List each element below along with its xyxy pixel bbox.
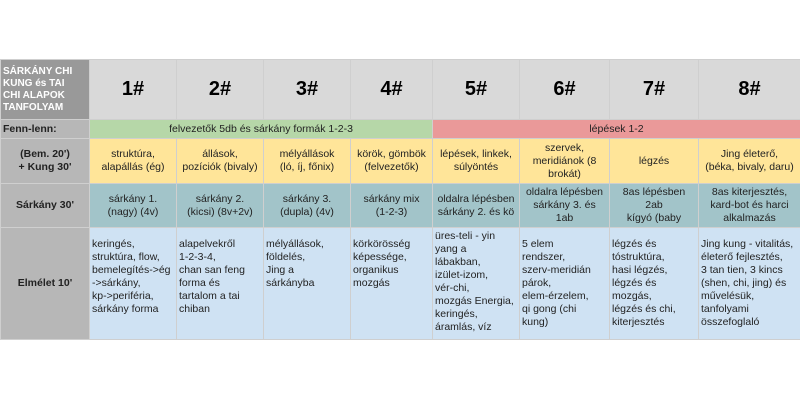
table-cell: 8as kiterjesztés, kard-bot és harci alkalmazás xyxy=(699,184,800,228)
table-cell: oldalra lépésben sárkány 2. és kö xyxy=(433,184,520,228)
row-label-bemelegites: (Bem. 20') + Kung 30' xyxy=(1,139,90,184)
sarkany-row xyxy=(1,184,800,228)
table-title: SÁRKÁNY CHI KUNG és TAI CHI ALAPOK TANFOLYAM xyxy=(1,60,90,120)
table-cell: légzés és tóstruktúra, hasi légzés, légzés és mozgás, légzés és chi, kiterjesztés xyxy=(610,228,699,340)
table-cell: struktúra, alapállás (ég) xyxy=(90,139,177,184)
table-cell: oldalra lépésben sárkány 3. és 1ab xyxy=(520,184,610,228)
table-cell: állások, pozíciók (bivaly) xyxy=(177,139,264,184)
course-schedule-table xyxy=(0,59,800,340)
table-cell: körök, gömbök (felvezetők) xyxy=(351,139,433,184)
table-cell: szervek, meridiánok (8 brokát) xyxy=(520,139,610,184)
bemelegites-row xyxy=(1,139,800,184)
fenn-lenn-row xyxy=(1,120,800,139)
table-cell: Jing kung - vitalitás, életerő fejlesztés, 3 tan tien, 3 kincs (shen, chi, jing) és művelésük, tanfolyami összefoglaló xyxy=(699,228,800,340)
table-cell: sárkány 3. (dupla) (4v) xyxy=(264,184,351,228)
table-cell: lépések, linkek, súlyöntés xyxy=(433,139,520,184)
table-cell: üres-teli - yin yang a lábakban, izület-izom, vér-chi, mozgás Energia, keringés, áramlás, víz xyxy=(433,228,520,340)
table-cell: légzés xyxy=(610,139,699,184)
table-cell: alapelvekről 1-2-3-4, chan san feng forma és tartalom a tai chiban xyxy=(177,228,264,340)
session-1-header: 1# xyxy=(90,60,177,120)
table-cell: mélyállások, földelés, Jing a sárkányba xyxy=(264,228,351,340)
session-7-header: 7# xyxy=(610,60,699,120)
fenn-lenn-span-lepesek: lépések 1-2 xyxy=(433,120,800,139)
session-4-header: 4# xyxy=(351,60,433,120)
session-3-header: 3# xyxy=(264,60,351,120)
row-label-elmelet: Elmélet 10' xyxy=(1,228,90,340)
header-row xyxy=(1,60,800,120)
table-cell: keringés, struktúra, flow, bemelegítés->ég ->sárkány, kp->periféria, sárkány forma xyxy=(90,228,177,340)
fenn-lenn-span-felvezetok: felvezetők 5db és sárkány formák 1-2-3 xyxy=(90,120,433,139)
table-cell: sárkány 2. (kicsi) (8v+2v) xyxy=(177,184,264,228)
session-6-header: 6# xyxy=(520,60,610,120)
table-cell: sárkány mix (1-2-3) xyxy=(351,184,433,228)
table-cell: körkörösség képessége, organikus mozgás xyxy=(351,228,433,340)
session-8-header: 8# xyxy=(699,60,800,120)
table-cell: mélyállások (ló, íj, főnix) xyxy=(264,139,351,184)
table-cell: 8as lépésben 2ab kígyó (baby xyxy=(610,184,699,228)
session-2-header: 2# xyxy=(177,60,264,120)
table-cell: sárkány 1. (nagy) (4v) xyxy=(90,184,177,228)
table-cell: Jing életerő, (béka, bivaly, daru) xyxy=(699,139,800,184)
row-label-fenn-lenn: Fenn-lenn: xyxy=(1,120,90,139)
table-cell: 5 elem rendszer, szerv-meridián párok, elem-érzelem, qi gong (chi kung) xyxy=(520,228,610,340)
row-label-sarkany: Sárkány 30' xyxy=(1,184,90,228)
session-5-header: 5# xyxy=(433,60,520,120)
elmelet-row xyxy=(1,228,800,340)
